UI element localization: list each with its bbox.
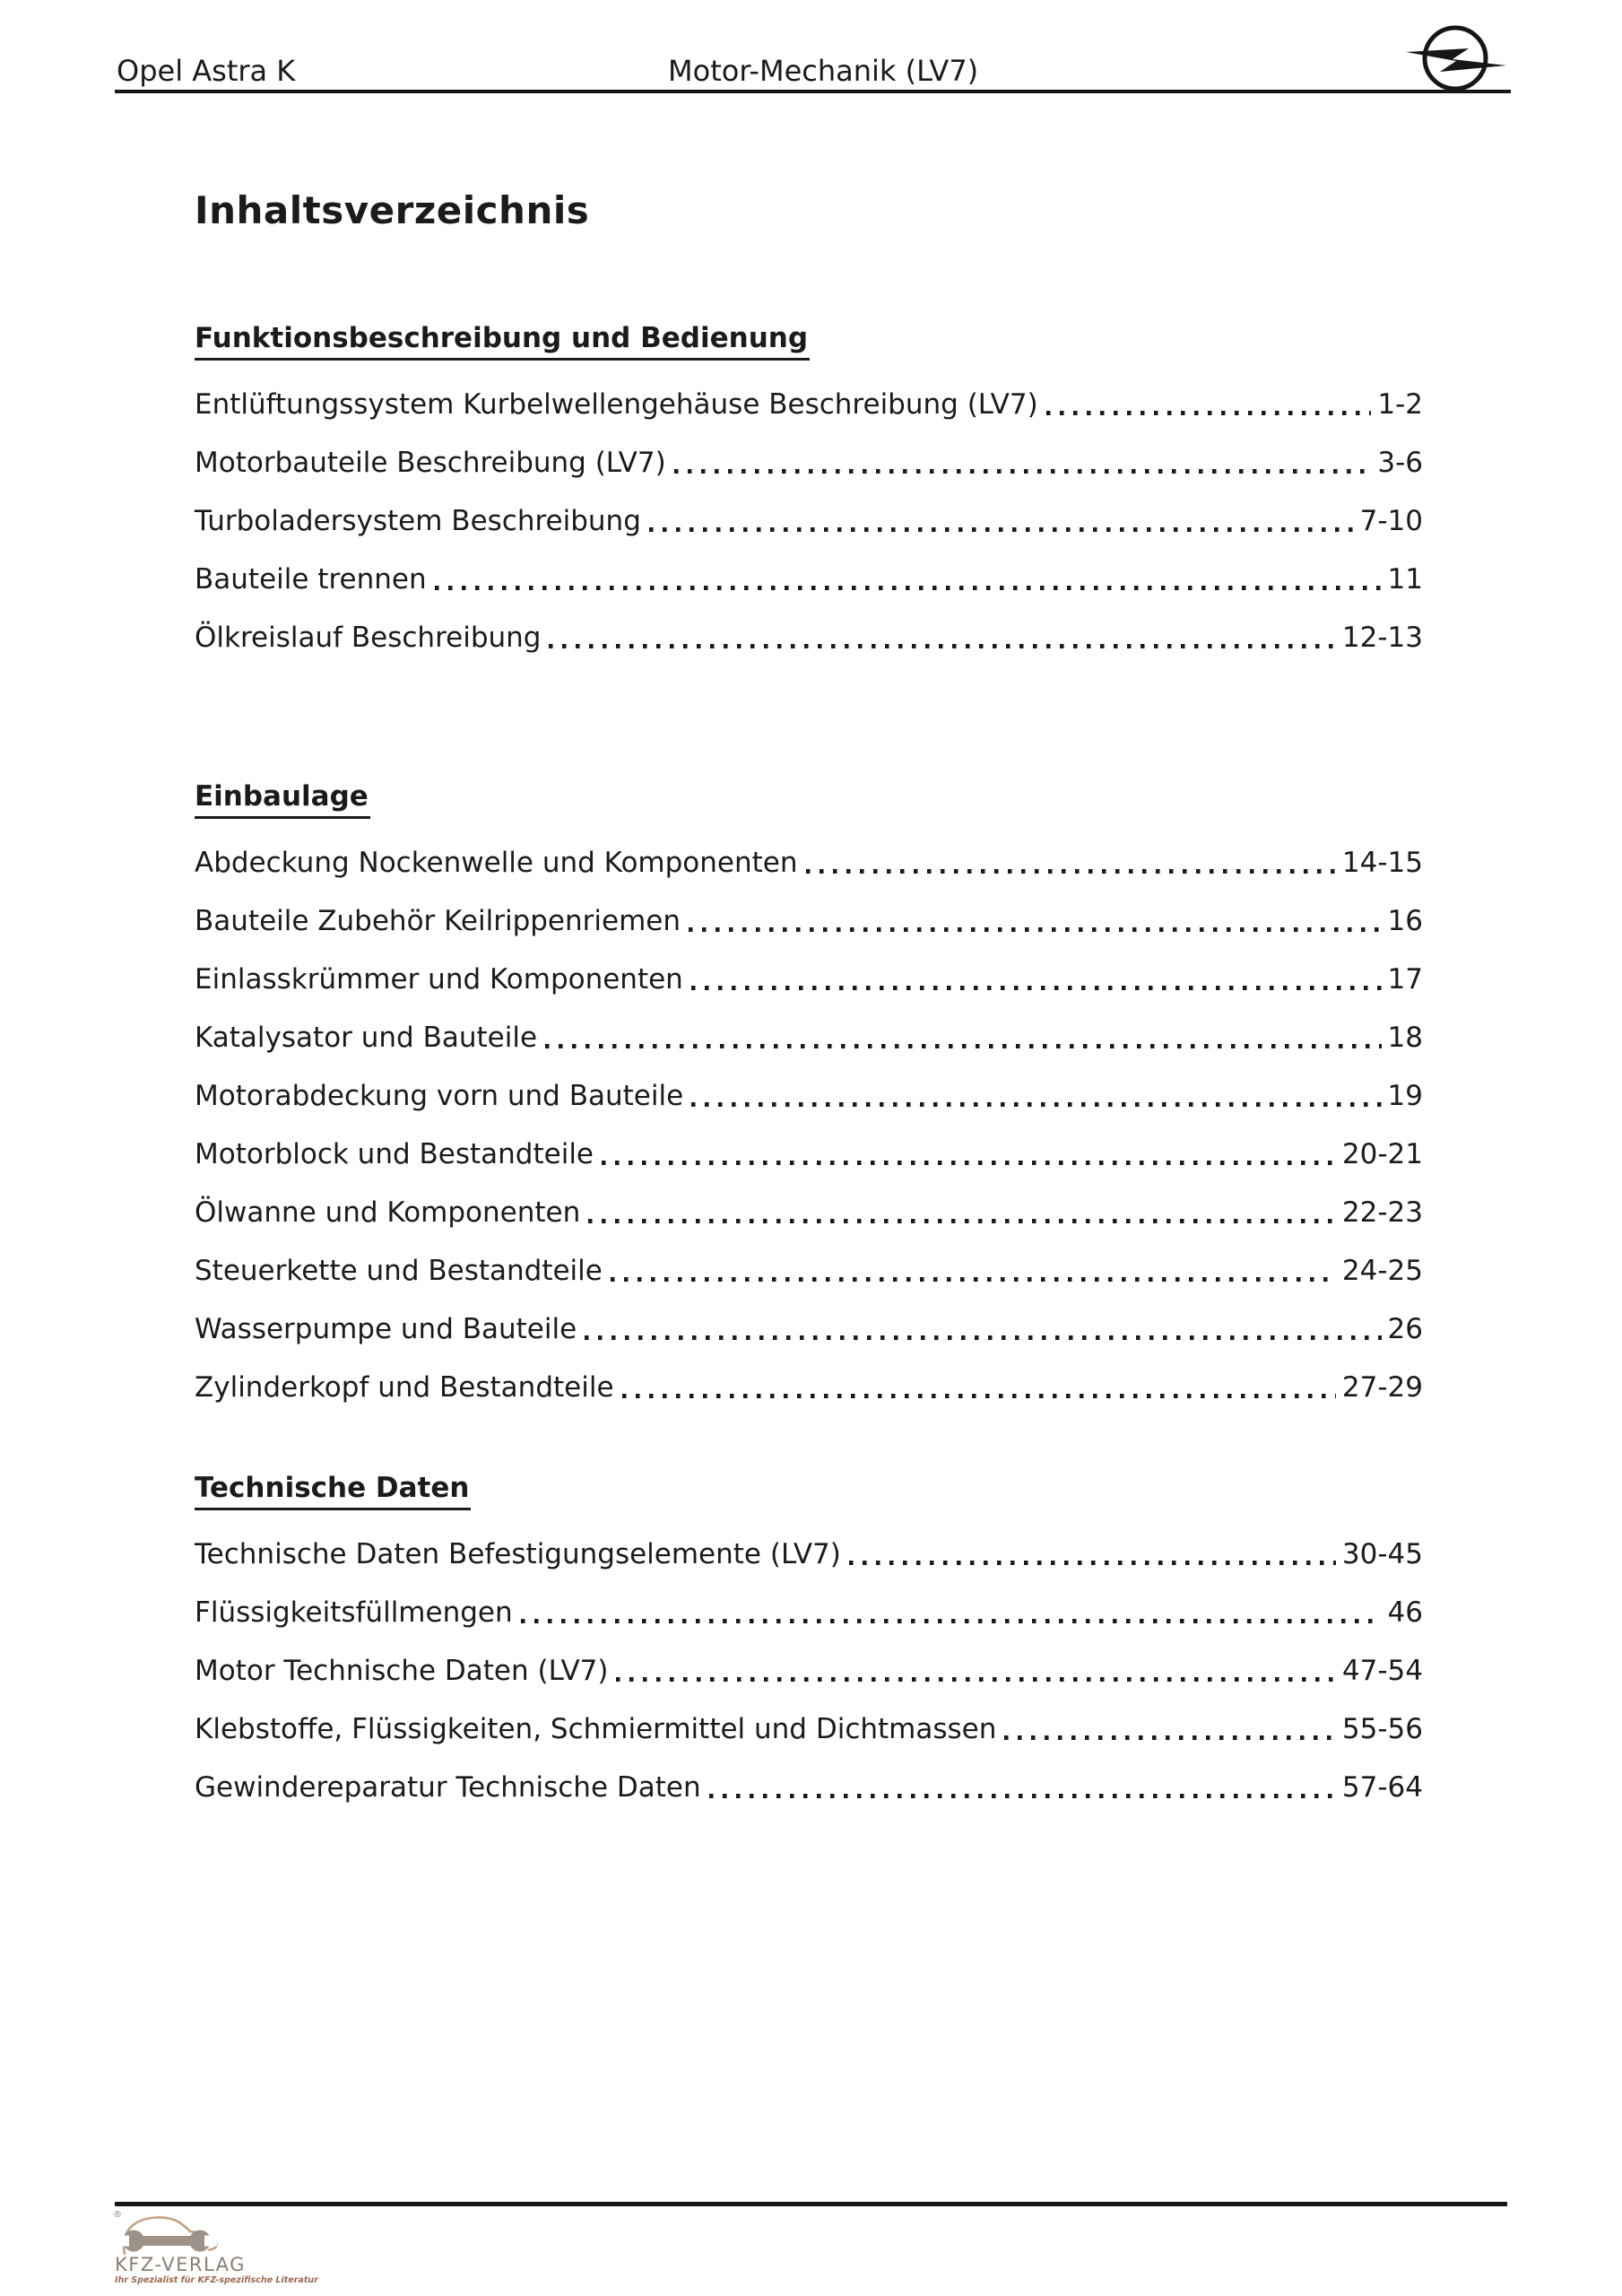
toc-entry-pages: 11: [1387, 563, 1423, 596]
toc-entry-title: Ölkreislauf Beschreibung: [195, 622, 542, 654]
dot-leader: [691, 1102, 1381, 1107]
toc-section: [195, 780, 1423, 1404]
toc-entry-pages: 30-45: [1341, 1538, 1423, 1570]
dot-leader: [689, 927, 1382, 932]
toc-entry[interactable]: [195, 1627, 1423, 1685]
dot-leader: [616, 1677, 1335, 1682]
toc-entry-pages: 17: [1387, 963, 1423, 996]
section-heading-wrap: [195, 322, 1423, 361]
toc-entry-pages: 57-64: [1341, 1771, 1423, 1804]
toc-entry-title: Motor Technische Daten (LV7): [195, 1655, 609, 1687]
dot-leader: [622, 1394, 1336, 1398]
toc-entry[interactable]: [195, 877, 1423, 935]
toc-entry-title: Flüssigkeitsfüllmengen: [195, 1596, 513, 1629]
toc-entry-pages: 20-21: [1341, 1138, 1423, 1170]
kfz-logo-tagline: Ihr Spezialist für KFZ-spezifische Literatur: [115, 2275, 318, 2285]
kfz-logo-text: KFZ-VERLAG: [115, 2254, 246, 2275]
toc-sections: [195, 322, 1423, 1804]
toc-entry[interactable]: [195, 594, 1423, 652]
toc-entry-pages: 7-10: [1359, 505, 1423, 537]
toc-entry[interactable]: [195, 477, 1423, 535]
section-entries: [195, 1510, 1423, 1802]
toc-entry-pages: 26: [1387, 1313, 1423, 1345]
toc-entry[interactable]: [195, 1110, 1423, 1169]
toc-entry-title: Einlasskrümmer und Komponenten: [195, 963, 683, 996]
dot-leader: [1004, 1735, 1336, 1740]
dot-leader: [849, 1561, 1336, 1565]
toc-entry[interactable]: [195, 935, 1423, 994]
toc-entry-title: Abdeckung Nockenwelle und Komponenten: [195, 847, 798, 879]
toc-entry-pages: 27-29: [1341, 1371, 1423, 1404]
toc-entry-pages: 3-6: [1377, 447, 1423, 479]
dot-leader: [691, 986, 1382, 990]
toc-entry-title: Zylinderkopf und Bestandteile: [195, 1371, 614, 1404]
dot-leader: [1046, 411, 1372, 415]
toc-entry[interactable]: [195, 1744, 1423, 1802]
toc-entry-title: Klebstoffe, Flüssigkeiten, Schmiermittel und Dichtmassen: [195, 1713, 997, 1745]
section-heading-wrap: [195, 780, 1423, 819]
toc-entry-title: Steuerkette und Bestandteile: [195, 1255, 603, 1287]
section-heading: Funktionsbeschreibung und Bedienung: [195, 325, 810, 361]
dot-leader: [549, 644, 1335, 648]
toc-entry-pages: 18: [1387, 1022, 1423, 1054]
toc-entry-title: Wasserpumpe und Bauteile: [195, 1313, 577, 1345]
toc-entry[interactable]: [195, 361, 1423, 419]
section-heading-wrap: [195, 1474, 1423, 1510]
dot-leader: [611, 1277, 1336, 1282]
section-heading: Technische Daten: [195, 1474, 471, 1510]
toc-entry-pages: 55-56: [1341, 1713, 1423, 1745]
header-vehicle-title: Opel Astra K: [117, 54, 296, 88]
page-footer: [115, 2202, 1507, 2285]
toc-entry-title: Technische Daten Befestigungselemente (LV7): [195, 1538, 841, 1570]
toc-entry-title: Ölwanne und Komponenten: [195, 1196, 581, 1229]
toc-entry-title: Motorbauteile Beschreibung (LV7): [195, 447, 666, 479]
toc-entry-title: Entlüftungssystem Kurbelwellengehäuse Beschreibung (LV7): [195, 388, 1038, 421]
toc-entry[interactable]: [195, 1169, 1423, 1227]
toc-entry-pages: 19: [1387, 1080, 1423, 1112]
toc-entry-pages: 22-23: [1341, 1196, 1423, 1229]
toc-entry[interactable]: [195, 1227, 1423, 1285]
toc-entry-title: Bauteile trennen: [195, 563, 427, 596]
dot-leader: [588, 1219, 1336, 1223]
car-wrench-icon: [118, 2213, 224, 2257]
toc-section: [195, 322, 1423, 654]
toc-entry-title: Motorblock und Bestandteile: [195, 1138, 594, 1170]
dot-leader: [806, 869, 1336, 874]
toc-entry-pages: 1-2: [1377, 388, 1423, 421]
toc-entry[interactable]: [195, 1052, 1423, 1110]
toc-entry-title: Bauteile Zubehör Keilrippenriemen: [195, 905, 681, 937]
toc-entry[interactable]: [195, 1285, 1423, 1344]
toc-entry-pages: 24-25: [1341, 1255, 1423, 1287]
dot-leader: [435, 586, 1382, 590]
toc-entry-pages: 47-54: [1341, 1655, 1423, 1687]
header-document-title: Motor-Mechanik (LV7): [668, 54, 979, 88]
toc-entry[interactable]: [195, 819, 1423, 877]
toc-entry-pages: 12-13: [1341, 622, 1423, 654]
dot-leader: [649, 527, 1354, 532]
toc-entry-pages: 46: [1387, 1596, 1423, 1629]
section-entries: [195, 361, 1423, 652]
dot-leader: [521, 1619, 1382, 1623]
toc-entry[interactable]: [195, 419, 1423, 477]
toc-entry-pages: 14-15: [1341, 847, 1423, 879]
toc-entry-title: Gewindereparatur Technische Daten: [195, 1771, 701, 1804]
dot-leader: [709, 1794, 1336, 1798]
dot-leader: [545, 1044, 1382, 1048]
toc-content: [195, 188, 1423, 1804]
page-header: [115, 0, 1511, 93]
toc-entry-title: Turboladersystem Beschreibung: [195, 505, 641, 537]
toc-entry[interactable]: [195, 994, 1423, 1052]
section-heading: Einbaulage: [195, 783, 370, 819]
toc-entry[interactable]: [195, 1510, 1423, 1569]
opel-logo-icon: [1402, 23, 1510, 93]
dot-leader: [585, 1335, 1381, 1340]
toc-entry-pages: 16: [1387, 905, 1423, 937]
page-title: Inhaltsverzeichnis: [195, 188, 590, 232]
kfz-verlag-logo: [113, 2206, 318, 2285]
toc-entry[interactable]: [195, 1569, 1423, 1627]
toc-section: [195, 1474, 1423, 1802]
section-entries: [195, 819, 1423, 1402]
toc-entry[interactable]: [195, 1344, 1423, 1402]
toc-entry-title: Motorabdeckung vorn und Bauteile: [195, 1080, 684, 1112]
registered-trademark: ®: [113, 2210, 122, 2220]
dot-leader: [602, 1161, 1336, 1165]
dot-leader: [674, 469, 1372, 474]
toc-entry-title: Katalysator und Bauteile: [195, 1022, 538, 1054]
toc-entry[interactable]: [195, 1685, 1423, 1744]
toc-entry[interactable]: [195, 535, 1423, 594]
